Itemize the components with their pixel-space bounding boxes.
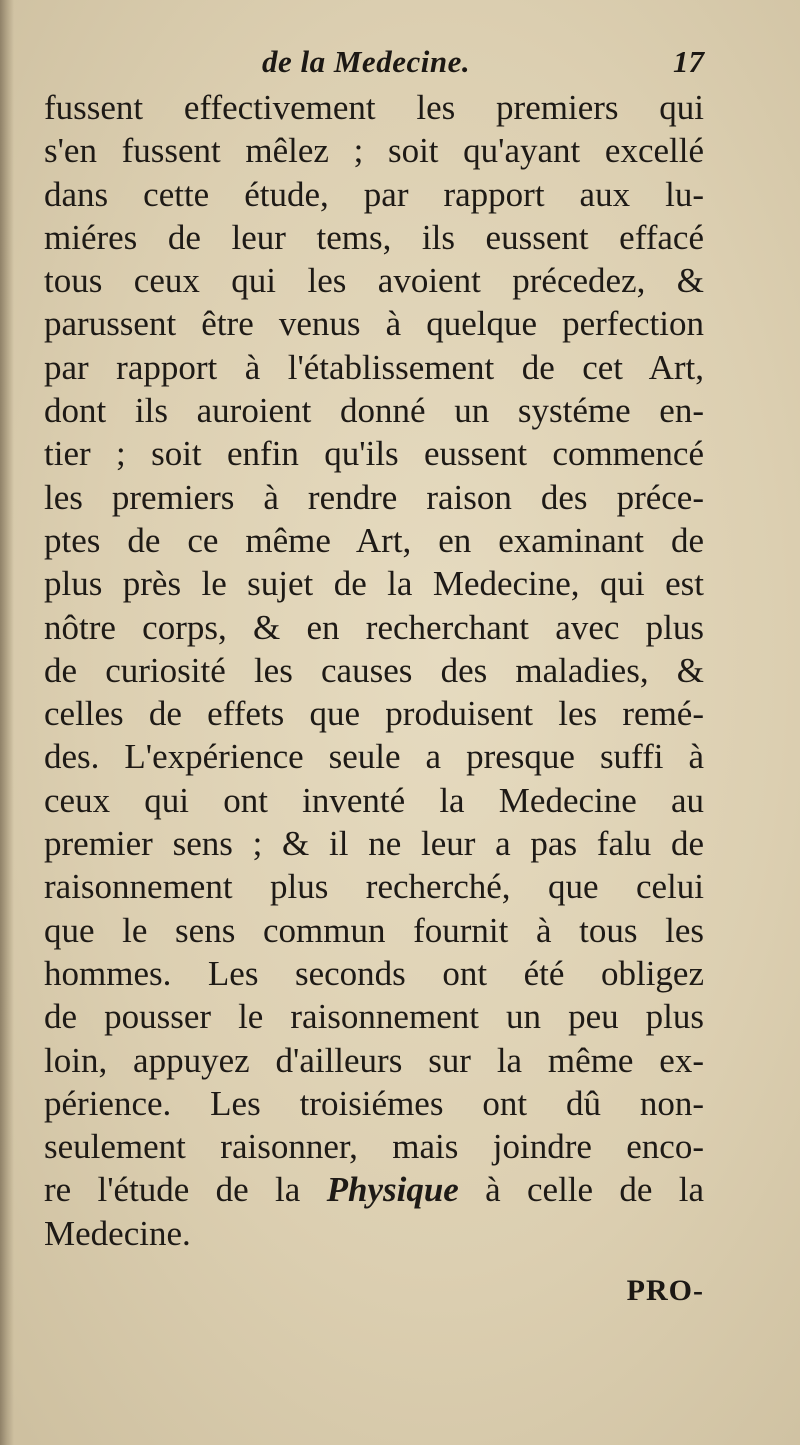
text-line: ptes de ce même Art, en examinant de — [44, 520, 704, 560]
text-line: dont ils auroient donné un systéme en- — [44, 391, 704, 431]
text-line: de pousser le raisonnement un peu plus — [44, 997, 704, 1037]
text-line: dans cette étude, par rapport aux lu- — [44, 174, 704, 214]
body-text — [44, 86, 704, 1255]
binding-gutter — [0, 0, 14, 1445]
text-line: raisonnement plus recherché, que celui — [44, 867, 704, 907]
text-line: loin, appuyez d'ailleurs sur la même ex- — [44, 1040, 704, 1080]
text-line: parussent être venus à quelque perfection — [44, 304, 704, 344]
text-line: que le sens commun fournit à tous les — [44, 910, 704, 950]
catchword: PRO- — [626, 1274, 704, 1307]
text-line: plus près le sujet de la Medecine, qui est — [44, 564, 704, 604]
text-line — [44, 1168, 704, 1211]
text-line: fussent effectivement les premiers qui — [44, 88, 704, 127]
running-head-title: de la Medecine. — [262, 44, 471, 79]
text-segment: à celle de la — [458, 1170, 704, 1210]
text-line: tier ; soit enfin qu'ils eussent commencé — [44, 434, 704, 474]
running-head — [44, 42, 704, 86]
text-line: périence. Les troisiémes ont dû non- — [44, 1083, 704, 1123]
text-line: hommes. Les seconds ont été obligez — [44, 953, 704, 993]
italic-term: Physique — [326, 1170, 459, 1210]
text-line: de curiosité les causes des maladies, & — [44, 650, 704, 690]
text-line: ceux qui ont inventé la Medecine au — [44, 780, 704, 820]
text-line: s'en fussent mêlez ; soit qu'ayant excellé — [44, 131, 704, 171]
text-line: nôtre corps, & en recherchant avec plus — [44, 607, 704, 647]
text-line: des. L'expérience seule a presque suffi à — [44, 737, 704, 777]
text-line: Medecine. — [44, 1213, 191, 1253]
text-line: seulement raisonner, mais joindre enco- — [44, 1127, 704, 1167]
text-segment: re l'étude de la — [44, 1170, 327, 1210]
text-line: tous ceux qui les avoient précedez, & — [44, 261, 704, 301]
text-line: les premiers à rendre raison des préce- — [44, 477, 704, 517]
text-line: celles de effets que produisent les remé- — [44, 694, 704, 734]
text-line: premier sens ; & il ne leur a pas falu de — [44, 824, 704, 864]
page-number: 17 — [673, 44, 704, 79]
text-line: miéres de leur tems, ils eussent effacé — [44, 217, 704, 257]
text-line: par rapport à l'établissement de cet Art, — [44, 347, 704, 387]
